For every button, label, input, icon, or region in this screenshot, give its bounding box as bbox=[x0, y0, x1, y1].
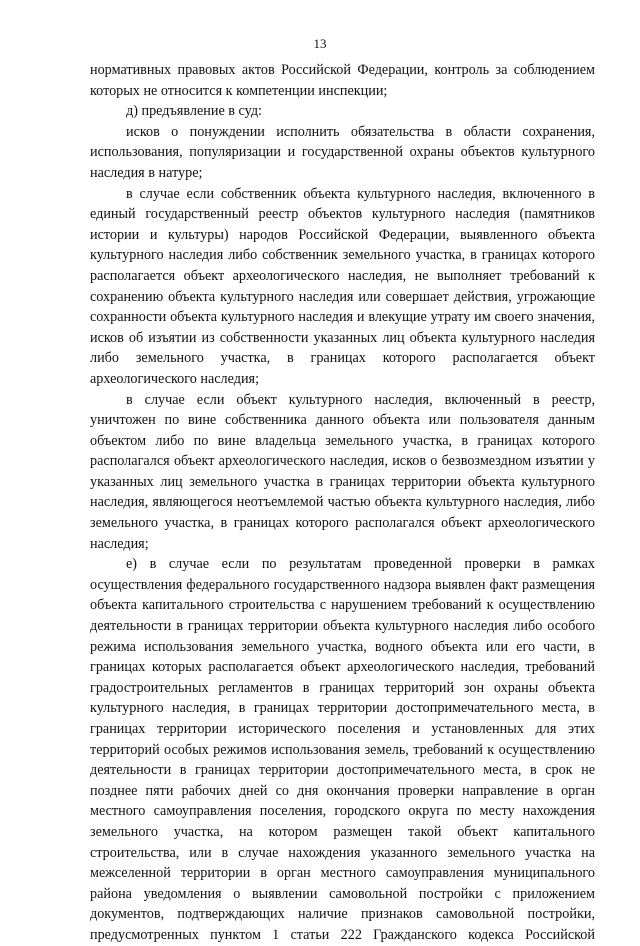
paragraph-item-d-heading: д) предъявление в суд: bbox=[126, 103, 262, 120]
paragraph-obligations-lawsuit: исков о понуждении исполнить обязательства в области сохранения, использования, популяризации и государственной охраны объектов культурного наследия в натуре; bbox=[90, 123, 595, 181]
document-body bbox=[90, 60, 595, 946]
page-number: 13 bbox=[313, 36, 327, 51]
paragraph-item-e: е) в случае если по результатам проведенной проверки в рамках осуществления федерального государственного надзора выявлен факт размещения объекта капитального строительства с нарушением требований к осуществлению деятельности в границах территории объекта культурного наследия либо особого режима использования земельного участка, водного объекта или его части, в границах которых располагается объект археологического наследия, требований градостроительных регламентов в границах территорий зон охраны объекта культурного наследия, в границах территории достопримечательного места, в границах территории исторического поселения и установленных для этих территорий особых режимов использования земель, требований к осуществлению деятельности в границах территории достопримечательного места, в срок не позднее пяти рабочих дней со дня окончания проверки направление в орган местного самоуправления поселения, городского округа по месту нахождения земельного участка, на котором размещен такой объект капитального строительства, или в случае нахождения указанного земельного участка на межселенной территории в орган местного самоуправления муниципального района уведомления о выявлении самовольной постройки с приложением документов, подтверждающих наличие признаков самовольной постройки, предусмотренных пунктом 1 статьи 222 Гражданского кодекса Российской bbox=[90, 556, 595, 943]
paragraph-object-destroyed: в случае если объект культурного наследия, включенный в реестр, уничтожен по вине собственника данного объекта или пользователя данным объектом либо по вине владельца земельного участка, в границах которого располагался объект археологического наследия, исков о безвозмездном изъятии у указанных лиц земельного участка в границах территории объекта культурного наследия, являющегося неотъемлемой частью объекта культурного наследия, либо земельного участка, в границах которого располагался объект археологического наследия; bbox=[90, 391, 595, 552]
paragraph-continuation: нормативных правовых актов Российской Федерации, контроль за соблюдением которых не относится к компетенции инспекции; bbox=[90, 62, 595, 99]
paragraph-owner-noncompliance: в случае если собственник объекта культурного наследия, включенного в единый государственный реестр объектов культурного наследия (памятников истории и культуры) народов Российской Федерации, выявленного объекта культурного наследия либо собственник земельного участка, в границах которого располагается объект археологического наследия, не выполняет требований к сохранению объекта культурного наследия или совершает действия, угрожающие сохранности объекта культурного наследия и влекущие утрату им своего значения, исков об изъятии из собственности указанных лиц объекта культурного наследия либо земельного участка, в границах которого располагается объект археологического наследия; bbox=[90, 185, 595, 387]
